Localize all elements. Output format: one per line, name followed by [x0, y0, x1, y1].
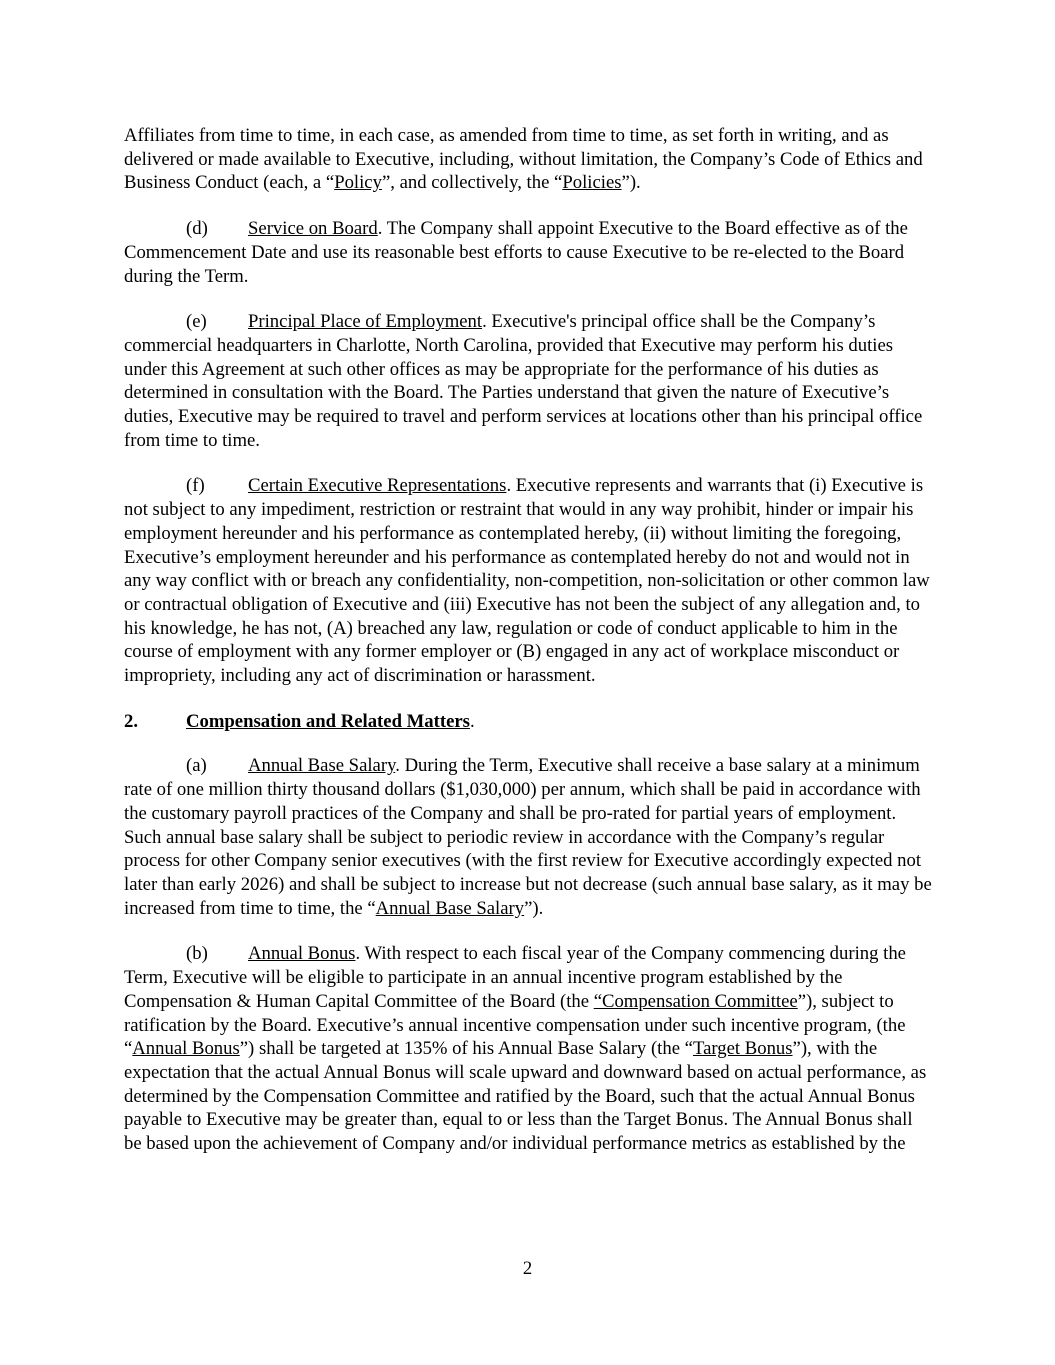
paragraph-2b-text-3: ”) shall be targeted at 135% of his Annual Base Salary (the “ — [239, 1038, 693, 1060]
defined-term-target-bonus: Target Bonus — [692, 1038, 793, 1060]
paragraph-e-title: Principal Place of Employment — [248, 311, 483, 333]
defined-term-policies: Policies — [562, 172, 622, 194]
page-number: 2 — [522, 1258, 533, 1279]
paragraph-f-representations — [124, 474, 932, 687]
paragraph-2a-title: Annual Base Salary — [248, 755, 396, 777]
paragraph-2b-text-1: . With respect to each fiscal year of the Company commencing during the Term, Executive will be eligible to participate in an annual incentive program established by the Compensation & Human Capital Committee of the Board (the — [124, 943, 906, 1012]
defined-term-annual-base-salary: Annual Base Salary — [375, 897, 525, 919]
paragraph-2b-text-4: ”), with the expectation that the actual Annual Bonus will scale upward and downward based on actual performance, as determined by the Compensation Committee and ratified by the Board, such that the actual Annual Bonus payable to Executive may be greater than, equal to or less than the Target Bonus. The Annual Bonus shall be based upon the achievement of Company and/or individual performance metrics as established by the — [124, 1038, 927, 1155]
paragraph-2b-text-2: ”), subject to ratification by the Board. Executive’s annual incentive compensation under such incentive program, (the “ — [124, 990, 906, 1060]
paragraph-f-text: . Executive represents and warrants that (i) Executive is not subject to any impediment, restriction or restraint that would in any way prohibit, hinder or impair his employment hereunder and his performance as contemplated hereby, (ii) without limiting the foregoing, Executive’s employment hereunder and his performance as contemplated hereby do not and would not in any way conflict with or breach any confidentiality, non-competition, non-solicitation or other common law or contractual obligation of Executive and (iii) Executive has not been the subject of any allegation and, to his knowledge, he has not, (A) breached any law, regulation or code of conduct applicable to him in the course of employment with any former employer or (B) engaged in any act of workplace misconduct or impropriety, including any act of discrimination or harassment. — [124, 475, 930, 687]
defined-term-policy: Policy — [334, 172, 382, 194]
section-2-number: 2. — [124, 710, 139, 732]
paragraph-2a-text-end: ”). — [524, 897, 544, 919]
defined-term-annual-bonus: Annual Bonus — [132, 1038, 240, 1060]
defined-term-compensation-committee: “Compensation Committee — [593, 990, 798, 1012]
section-2-heading — [124, 710, 932, 734]
paragraph-2b-label: (b) — [186, 943, 208, 965]
intro-text-1: Affiliates from time to time, in each case, as amended from time to time, as set forth in writing, and as delivered or made available to Executive, including, without limitation, the Company’s Code of Ethics and Business Conduct (each, a “ — [124, 125, 923, 194]
paragraph-f-title: Certain Executive Representations — [248, 475, 507, 497]
paragraph-2b-title: Annual Bonus — [248, 943, 356, 965]
paragraph-d-service-on-board — [124, 217, 932, 288]
section-2-period: . — [469, 710, 475, 732]
paragraph-d-title: Service on Board — [248, 218, 378, 240]
paragraph-2b-annual-bonus — [124, 942, 932, 1155]
paragraph-2a-base-salary — [124, 754, 932, 920]
paragraph-e-text: . Executive's principal office shall be the Company’s commercial headquarters in Charlotte, North Carolina, provided that Executive may perform his duties under this Agreement at such other offices as may be appropriate for the performance of his duties as determined in consultation with the Board. The Parties understand that given the nature of Executive’s duties, Executive may be required to travel and perform services at locations other than his principal office from time to time. — [124, 311, 923, 451]
paragraph-f-label: (f) — [186, 475, 205, 497]
section-2-title: Compensation and Related Matters — [186, 710, 470, 732]
paragraph-e-principal-place — [124, 310, 932, 452]
paragraph-intro — [124, 124, 932, 195]
intro-text-2: ”, and collectively, the “ — [381, 172, 563, 194]
document-page — [124, 124, 932, 1178]
paragraph-2a-text: . During the Term, Executive shall receive a base salary at a minimum rate of one million thirty thousand dollars ($1,030,000) per annum, which shall be paid in accordance with the customary payroll practices of the Company and shall be pro-rated for partial years of employment. Such annual base salary shall be subject to periodic review in accordance with the Company’s regular process for other Company senior executives (with the first review for Executive accordingly expected not later than early 2026) and shall be subject to increase but not decrease (such annual base salary, as it may be increased from time to time, the “ — [124, 755, 932, 919]
intro-text-3: ”). — [621, 172, 641, 194]
paragraph-e-label: (e) — [186, 311, 207, 333]
paragraph-d-label: (d) — [186, 218, 208, 240]
paragraph-d-text: . The Company shall appoint Executive to the Board effective as of the Commencement Date and use its reasonable best efforts to cause Executive to be re-elected to the Board during the Term. — [124, 218, 908, 287]
paragraph-2a-label: (a) — [186, 755, 207, 777]
